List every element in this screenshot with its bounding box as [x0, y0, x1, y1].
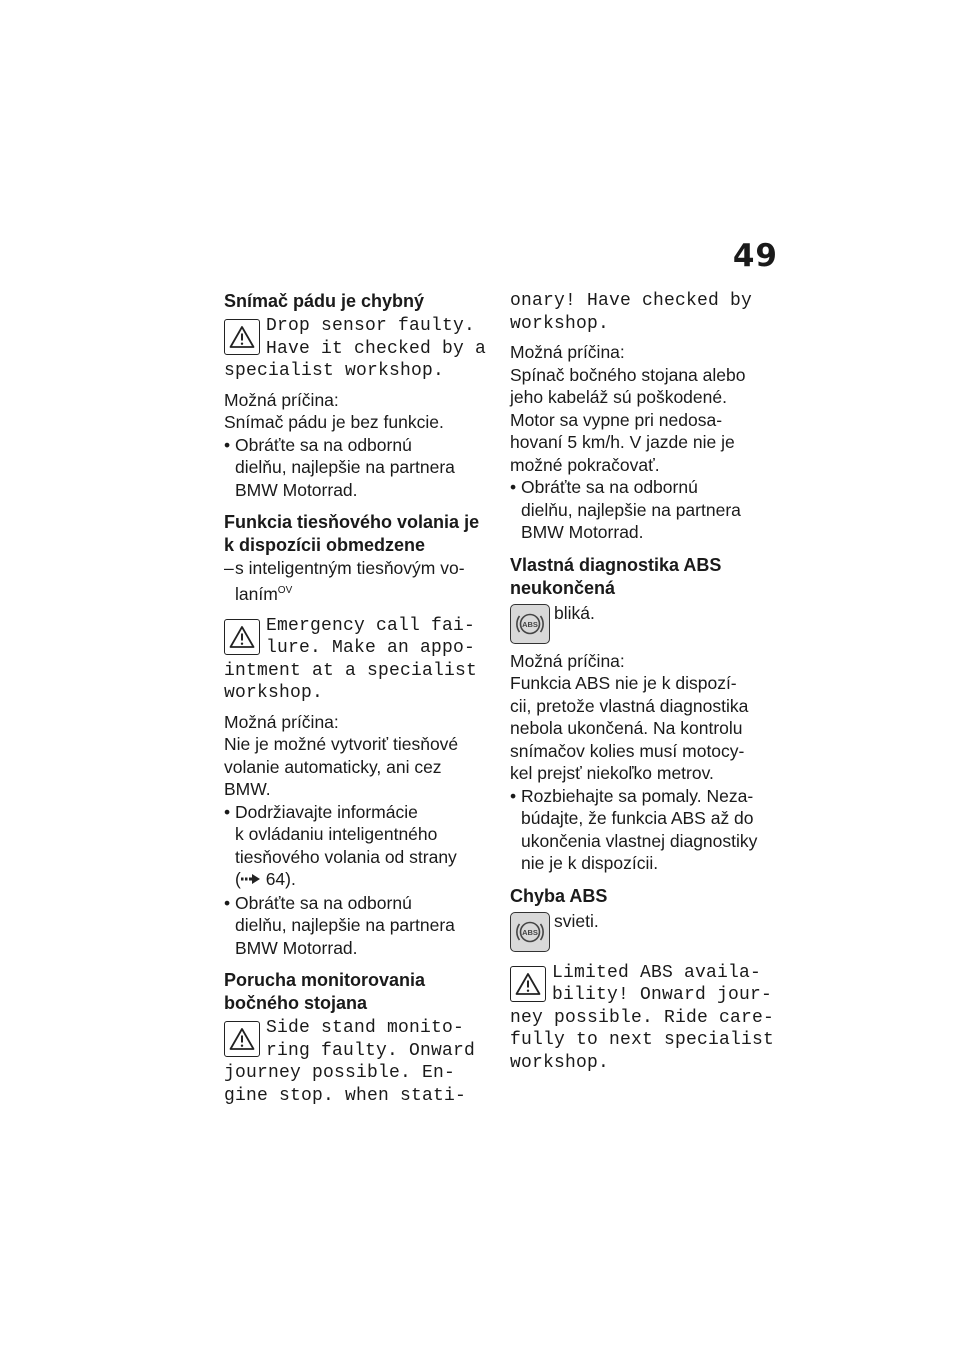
dash-text-line: s inteligentným tiesňovým vo- — [235, 558, 465, 578]
warning-text-line: lure. Make an appo- — [266, 638, 476, 659]
warning-text-line: Limited ABS availa- — [552, 962, 762, 983]
bullet-text-line: Obráťte sa na odbornú — [521, 477, 698, 497]
bullet-text-line: ukončenia vlastnej diagnostiky — [521, 830, 758, 851]
cause-label: Možná príčina: — [510, 342, 625, 362]
warning-triangle-icon — [224, 1021, 260, 1057]
cause-label: Možná príčina: — [224, 711, 339, 732]
warning-text-line: specialist workshop. — [224, 361, 445, 381]
section-heading: Chyba ABS — [510, 885, 608, 906]
warning-message — [224, 615, 492, 705]
page-number: 49 — [732, 238, 778, 274]
bullet-symbol: • — [224, 892, 231, 913]
dash-symbol: – — [224, 558, 234, 578]
cause-label: Možná príčina: — [510, 650, 625, 671]
cause-text: Nie je možné vytvoriť tiesňové — [224, 734, 459, 755]
bullet-symbol: • — [510, 785, 517, 806]
cause-text: Motor sa vypne pri nedosa- — [510, 409, 723, 430]
warning-triangle-icon — [224, 619, 260, 655]
warning-text-line: workshop. — [510, 1052, 610, 1073]
abs-indicator-icon — [510, 604, 550, 644]
bullet-text-line: Obráťte sa na odbornú — [235, 892, 412, 913]
warning-text-line: intment at a specialist — [224, 660, 478, 681]
section-heading: bočného stojana — [224, 993, 368, 1014]
cause-label: Možná príčina: — [224, 389, 339, 410]
warning-triangle-icon — [224, 319, 260, 355]
reference-arrow-icon — [241, 872, 261, 888]
bullet-text-line: dielňu, najlepšie na partnera — [235, 457, 455, 477]
warning-text-line: bility! Onward jour- — [552, 985, 773, 1005]
bullet-item — [224, 801, 492, 892]
bullet-item — [224, 434, 492, 502]
bullet-text-line: dielňu, najlepšie na partnera — [521, 499, 741, 520]
bullet-text-line: Dodržiavajte informácie — [235, 801, 418, 822]
right-column — [510, 290, 778, 1074]
warning-text-line: workshop. — [224, 683, 324, 704]
warning-text-line: Side stand monito- — [266, 1018, 465, 1039]
option-superscript: OV — [277, 584, 293, 596]
left-column — [224, 290, 492, 1107]
section-heading: Snímač pádu je chybný — [224, 291, 425, 311]
abs-indicator-icon — [510, 912, 550, 952]
indicator-row — [510, 602, 778, 644]
section-heading: k dispozícii obmedzene — [224, 535, 426, 555]
cause-text: hovaní 5 km/h. V jazde nie je — [510, 432, 735, 452]
cause-text: Spínač bočného stojana alebo — [510, 364, 746, 385]
warning-text-line: workshop. — [510, 313, 610, 334]
section-heading: Porucha monitorovania — [224, 970, 426, 991]
bullet-item — [510, 785, 778, 875]
cause-text: Snímač pádu je bez funkcie. — [224, 412, 444, 432]
bullet-text-line: nie je k dispozícii. — [521, 853, 659, 873]
dash-text-line: laním — [235, 583, 278, 604]
section-heading: Funkcia tiesňového volania je — [224, 512, 480, 532]
warning-text-line: Have it checked by a — [266, 338, 487, 359]
warning-text-line: gine stop. when stati- — [224, 1085, 467, 1106]
bullet-text-line: tiesňového volania od strany — [235, 846, 457, 867]
bullet-text-line: búdajte, že funkcia ABS až do — [521, 808, 754, 828]
warning-message — [224, 1017, 492, 1107]
indicator-state-text: bliká. — [554, 602, 595, 623]
abs-label: ABS — [522, 927, 538, 937]
bullet-text-line: BMW Motorrad. — [521, 522, 644, 542]
bullet-symbol: • — [510, 477, 517, 497]
indicator-row — [510, 910, 778, 952]
bullet-item — [510, 476, 778, 544]
cause-text: volanie automaticky, ani cez — [224, 756, 442, 777]
section-heading: Vlastná diagnostika ABS — [510, 554, 722, 575]
warning-message — [510, 962, 778, 1075]
dash-item — [224, 557, 492, 605]
cause-text: možné pokračovať. — [510, 454, 660, 475]
abs-label: ABS — [522, 619, 538, 629]
indicator-state-text: svieti. — [554, 910, 599, 931]
cause-text: jeho kabeláž sú poškodené. — [510, 387, 727, 407]
warning-text-line: fully to next specialist — [510, 1030, 775, 1050]
bullet-text-line: ( — [235, 869, 241, 890]
cause-text: cii, pretože vlastná diagnostika — [510, 695, 749, 716]
warning-text-line: Emergency call fai- — [266, 615, 476, 636]
bullet-text-line: dielňu, najlepšie na partnera — [235, 915, 455, 936]
bullet-item — [224, 892, 492, 960]
warning-text-line: onary! Have checked by — [510, 291, 753, 311]
page-reference[interactable]: 64). — [265, 869, 296, 890]
cause-text: Funkcia ABS nie je k dispozí- — [510, 673, 737, 693]
section-heading: neukončená — [510, 577, 616, 598]
bullet-text-line: Obráťte sa na odbornú — [235, 434, 412, 455]
warning-triangle-icon — [510, 966, 546, 1002]
cause-text: BMW. — [224, 779, 271, 800]
bullet-symbol: • — [224, 801, 231, 822]
warning-message — [224, 315, 492, 383]
bullet-text-line: k ovládaniu inteligentného — [235, 824, 438, 845]
cause-text: kel prejsť niekoľko metrov. — [510, 763, 714, 783]
cause-text: snímačov kolies musí motocy- — [510, 740, 745, 761]
warning-text-line: ney possible. Ride care- — [510, 1007, 775, 1028]
warning-text-line: journey possible. En- — [224, 1063, 456, 1084]
bullet-text-line: Rozbiehajte sa pomaly. Neza- — [521, 785, 754, 806]
warning-text-line: Drop sensor faulty. — [266, 316, 476, 336]
warning-text-line: ring faulty. Onward — [266, 1040, 476, 1061]
bullet-text-line: BMW Motorrad. — [235, 479, 358, 500]
bullet-symbol: • — [224, 434, 231, 455]
cause-text: nebola ukončená. Na kontrolu — [510, 718, 743, 738]
bullet-text-line: BMW Motorrad. — [235, 937, 358, 958]
